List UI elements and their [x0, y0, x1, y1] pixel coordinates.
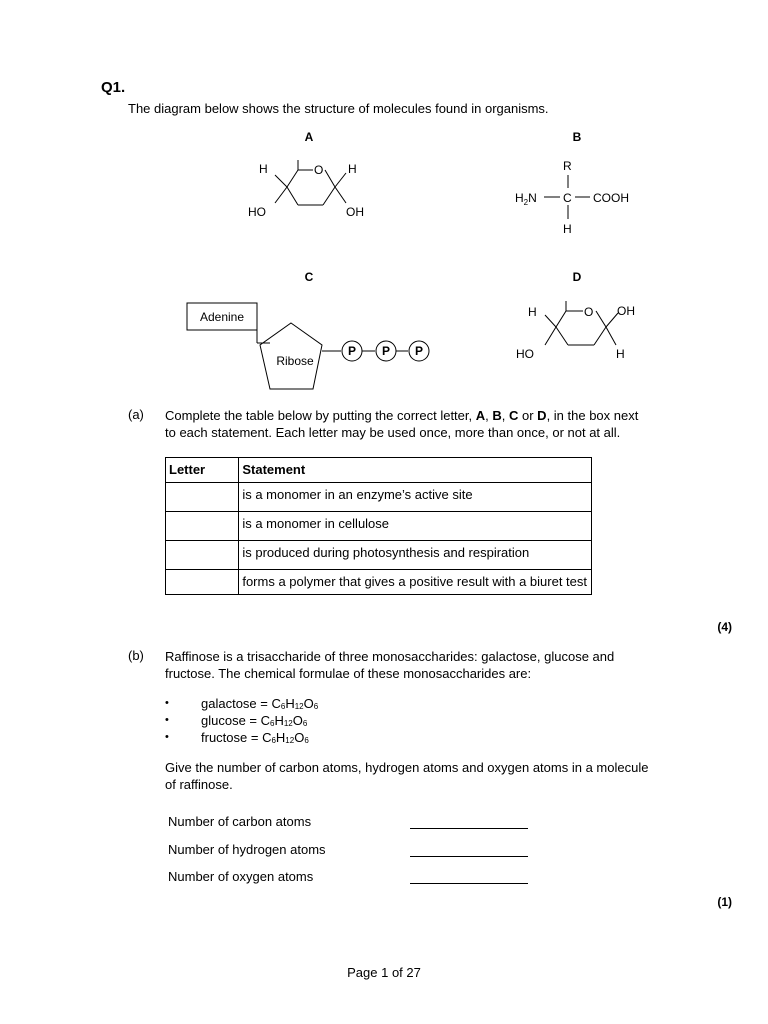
question-intro: The diagram below shows the structure of molecules found in organisms.	[128, 101, 549, 116]
statement-cell: is a monomer in an enzyme’s active site	[239, 483, 592, 512]
part-a-label: (a)	[128, 407, 144, 422]
hydrogen-atoms-blank[interactable]	[410, 842, 528, 857]
part-b-marks: (1)	[717, 895, 732, 909]
table-row	[166, 483, 592, 512]
part-a-marks: (4)	[717, 620, 732, 634]
answer-table	[165, 457, 592, 595]
b-hydrogen: H	[563, 222, 572, 236]
ribose-label: Ribose	[276, 354, 314, 368]
part-b-line-2: fructose. The chemical formulae of these monosaccharides are:	[165, 666, 532, 681]
phosphate-3: P	[414, 344, 424, 358]
table-row	[166, 512, 592, 541]
list-item: • galactose = $C_6H_{12}O_6$	[165, 696, 319, 711]
diagram-label-d: D	[572, 270, 582, 284]
phosphate-1: P	[347, 344, 357, 358]
part-a-instructions	[165, 407, 705, 441]
part-b-label: (b)	[128, 648, 144, 663]
diagram-label-c: C	[304, 270, 314, 284]
b-carboxyl-group: COOH	[593, 191, 629, 205]
molecule-diagram	[170, 125, 650, 395]
b-amine-group: $H_2N$	[515, 191, 537, 207]
a-h-left: H	[259, 162, 268, 176]
oxygen-atoms-blank[interactable]	[410, 869, 528, 884]
a-oh: OH	[346, 205, 364, 219]
adenine-label: Adenine	[199, 310, 245, 324]
b-alpha-carbon: C	[563, 191, 572, 205]
d-oh: OH	[617, 304, 635, 318]
letter-box[interactable]	[166, 512, 239, 541]
oxygen-answer-row	[168, 869, 528, 884]
statement-cell: forms a polymer that gives a positive result with a biuret test	[239, 570, 592, 595]
hydrogen-atoms-label: Number of hydrogen atoms	[168, 842, 326, 857]
bullet-icon: •	[165, 731, 169, 743]
diagram-label-a: A	[304, 130, 314, 144]
list-item: • fructose = $C_6H_{12}O_6$	[165, 730, 309, 745]
header-statement: Statement	[239, 458, 592, 483]
part-a-line-1: Complete the table below by putting the correct letter, A, B, C or D, in the box next	[165, 408, 639, 423]
phosphate-2: P	[381, 344, 391, 358]
a-ho: HO	[248, 205, 266, 219]
list-item: • $glucose = C_6H_{12}O_6$	[165, 713, 308, 728]
bullet-icon: •	[165, 697, 169, 709]
statement-cell: is a monomer in cellulose	[239, 512, 592, 541]
b-r-group: R	[563, 159, 572, 173]
hydrogen-answer-row	[168, 842, 528, 857]
part-a-line-2: to each statement. Each letter may be used once, more than once, or not at all.	[165, 425, 621, 440]
d-ho: HO	[516, 347, 534, 361]
table-row	[166, 570, 592, 595]
letter-box[interactable]	[166, 570, 239, 595]
d-ring-oxygen: O	[584, 305, 594, 319]
statement-cell: is produced during photosynthesis and respiration	[239, 541, 592, 570]
carbon-atoms-label: Number of carbon atoms	[168, 814, 312, 829]
a-h-right: H	[348, 162, 357, 176]
carbon-answer-row	[168, 814, 528, 829]
carbon-atoms-blank[interactable]	[410, 814, 528, 829]
formula-list	[165, 695, 318, 746]
letter-box[interactable]	[166, 541, 239, 570]
part-b-question-line-2: of raffinose.	[165, 777, 233, 792]
header-letter: Letter	[166, 458, 239, 483]
part-b-intro	[165, 648, 705, 682]
page-footer: Page 1 of 27	[347, 965, 421, 980]
table-row	[166, 541, 592, 570]
bullet-icon: •	[165, 714, 169, 726]
question-number: Q1.	[101, 79, 126, 96]
diagram-label-b: B	[572, 130, 582, 144]
d-h-right: H	[616, 347, 625, 361]
oxygen-atoms-label: Number of oxygen atoms	[168, 869, 314, 884]
d-h-left: H	[528, 305, 537, 319]
part-b-line-1: Raffinose is a trisaccharide of three monosaccharides: galactose, glucose and	[165, 649, 615, 664]
part-b-question	[165, 759, 705, 793]
part-b-question-line-1: Give the number of carbon atoms, hydrogen atoms and oxygen atoms in a molecule	[165, 760, 649, 775]
a-ring-oxygen: O	[314, 163, 324, 177]
letter-box[interactable]	[166, 483, 239, 512]
